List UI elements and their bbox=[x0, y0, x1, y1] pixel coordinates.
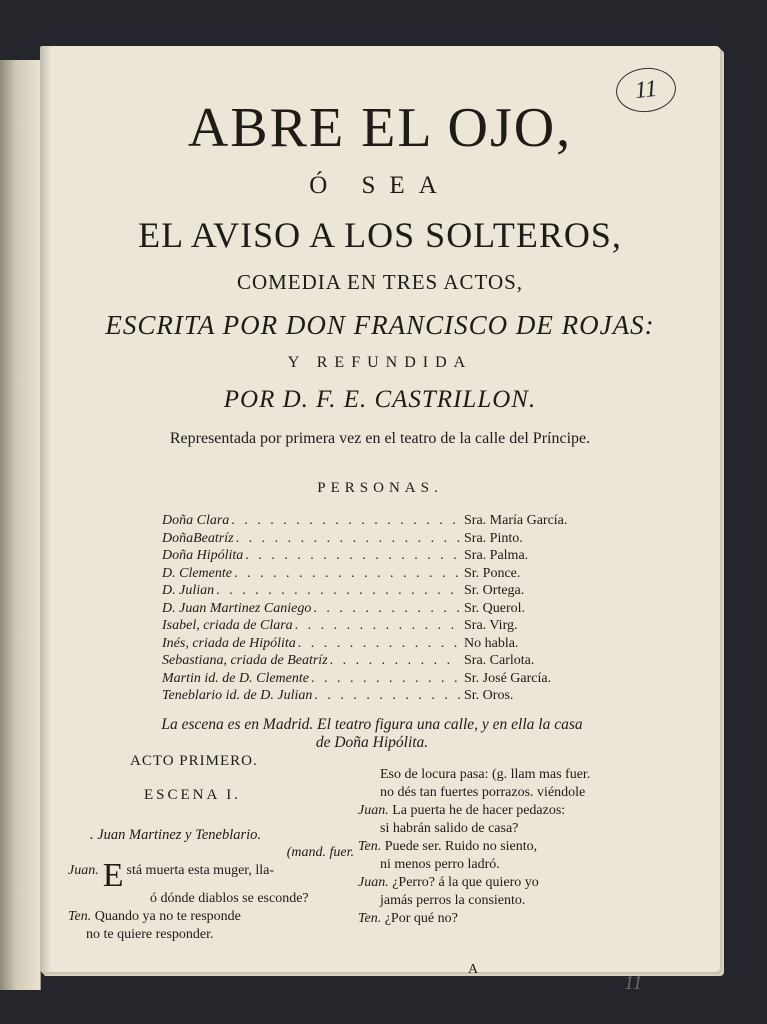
speaker: Ten. bbox=[358, 911, 382, 926]
cast-actor: Sr. Querol. bbox=[464, 600, 526, 616]
cast-actor: Sra. Palma. bbox=[464, 548, 529, 563]
personas-heading: PERSONAS. bbox=[317, 480, 443, 496]
leader-dots bbox=[312, 687, 460, 705]
dialogue-text: La puerta he de hacer pedazos: bbox=[392, 803, 566, 818]
page-number-stamp: 11 bbox=[614, 65, 678, 115]
cast-role: Doña Clara bbox=[162, 513, 230, 528]
cast-role: Sebastiana, criada de Beatríz bbox=[162, 653, 328, 668]
scene-characters: . Juan Martinez y Teneblario. bbox=[90, 827, 262, 843]
main-title: ABRE EL OJO, bbox=[187, 97, 573, 159]
cast-role: Teneblario id. de D. Julian bbox=[162, 688, 313, 703]
cast-row bbox=[162, 582, 582, 600]
cast-row bbox=[162, 635, 582, 653]
dialogue-line: no dés tan fuertes porrazos. viéndole bbox=[380, 785, 586, 800]
cast-actor: Sr. José García. bbox=[464, 670, 552, 686]
cast-actor: Sra. Carlota. bbox=[464, 653, 535, 668]
cast-row bbox=[162, 530, 582, 548]
dialogue-text: stá muerta esta muger, lla- bbox=[126, 863, 275, 878]
genre-line: COMEDIA EN TRES ACTOS, bbox=[236, 270, 524, 294]
leader-dots bbox=[311, 600, 460, 618]
cast-actor: No habla. bbox=[464, 635, 519, 651]
scene-description-line: de Doña Hipólita. bbox=[315, 734, 429, 751]
dialogue-text: ¿Perro? á la que quiero yo bbox=[392, 875, 539, 890]
stage-direction: (mand. fuer. bbox=[286, 845, 354, 860]
cast-role: Isabel, criada de Clara bbox=[162, 618, 293, 633]
cast-actor: Sr. Ortega. bbox=[464, 583, 525, 598]
act-heading: ACTO PRIMERO. bbox=[130, 753, 258, 769]
cast-role: D. Julian bbox=[162, 583, 215, 598]
dialogue-line bbox=[68, 857, 358, 894]
speaker: Juan. bbox=[68, 863, 99, 878]
speaker: Juan. bbox=[358, 875, 389, 890]
cast-actor: Sr. Ponce. bbox=[464, 565, 521, 581]
drop-cap: E bbox=[102, 857, 124, 894]
dialogue-text: Puede ser. Ruido no siento, bbox=[384, 839, 538, 854]
scene-heading: ESCENA I. bbox=[144, 787, 242, 803]
speaker: Ten. bbox=[358, 839, 382, 854]
cast-list bbox=[162, 512, 582, 705]
text-column-left bbox=[68, 752, 358, 944]
cast-row bbox=[162, 652, 582, 670]
title-conjunction: Ó SEA bbox=[309, 172, 451, 199]
previous-page-edge bbox=[0, 60, 41, 990]
cast-actor: Sra. Virg. bbox=[464, 618, 518, 633]
cast-row bbox=[162, 670, 582, 688]
dialogue-line bbox=[68, 908, 358, 926]
text-column-right bbox=[358, 766, 698, 928]
leader-dots bbox=[328, 652, 460, 670]
dialogue-line: Eso de locura pasa: (g. llam mas fuer. bbox=[380, 767, 591, 782]
dialogue-line: ni menos perro ladró. bbox=[380, 857, 500, 872]
dialogue-line bbox=[358, 802, 698, 820]
performance-note: Representada por primera vez en el teatro de la calle del Príncipe. bbox=[169, 430, 591, 447]
cast-role: D. Juan Martinez Caniego bbox=[162, 600, 312, 616]
dialogue-text: Quando ya no te responde bbox=[94, 909, 241, 924]
dialogue-line bbox=[358, 910, 698, 928]
signature-mark: A bbox=[468, 962, 479, 977]
cast-row bbox=[162, 565, 582, 583]
dialogue-line: no te quiere responder. bbox=[86, 927, 214, 942]
pencil-annotation: 11 bbox=[624, 972, 643, 994]
leader-dots bbox=[229, 512, 460, 530]
dialogue-line bbox=[358, 874, 698, 892]
refundida-line: Y REFUNDIDA bbox=[287, 354, 473, 371]
cast-row bbox=[162, 547, 582, 565]
leader-dots bbox=[293, 617, 460, 635]
cast-actor: Sra. Pinto. bbox=[464, 530, 523, 546]
leader-dots bbox=[214, 582, 460, 600]
author-line: ESCRITA POR DON FRANCISCO DE ROJAS: bbox=[105, 310, 655, 340]
dialogue-line bbox=[358, 838, 698, 856]
scene-description-line: La escena es en Madrid. El teatro figura una calle, y en ella la casa bbox=[161, 716, 583, 733]
cast-role: Doña Hipólita bbox=[162, 548, 244, 563]
adapter-line: POR D. F. E. CASTRILLON. bbox=[223, 386, 537, 413]
cast-row bbox=[162, 687, 582, 705]
dialogue-line: jamás perros la consiento. bbox=[380, 893, 526, 908]
dialogue-text: ¿Por qué no? bbox=[384, 911, 458, 926]
cast-role: Inés, criada de Hipólita bbox=[162, 635, 296, 651]
cast-row bbox=[162, 600, 582, 618]
cast-row bbox=[162, 617, 582, 635]
cast-actor: Sr. Oros. bbox=[464, 688, 514, 703]
cast-role: D. Clemente bbox=[162, 565, 232, 581]
leader-dots bbox=[234, 530, 460, 548]
speaker: Juan. bbox=[358, 803, 389, 818]
leader-dots bbox=[232, 565, 460, 583]
cast-actor: Sra. María García. bbox=[464, 513, 568, 528]
leader-dots bbox=[296, 635, 460, 653]
dialogue-line: si habrán salido de casa? bbox=[380, 821, 519, 836]
speaker: Ten. bbox=[68, 909, 92, 924]
cast-role: Martin id. de D. Clemente bbox=[162, 670, 309, 686]
cast-role: DoñaBeatríz bbox=[162, 530, 234, 546]
book-page bbox=[40, 46, 720, 994]
subtitle: EL AVISO A LOS SOLTEROS, bbox=[138, 215, 622, 255]
cast-row bbox=[162, 512, 582, 530]
scene-description bbox=[72, 716, 672, 752]
leader-dots bbox=[243, 547, 460, 565]
leader-dots bbox=[309, 670, 460, 688]
dialogue-line: ó dónde diablos se esconde? bbox=[150, 891, 309, 906]
